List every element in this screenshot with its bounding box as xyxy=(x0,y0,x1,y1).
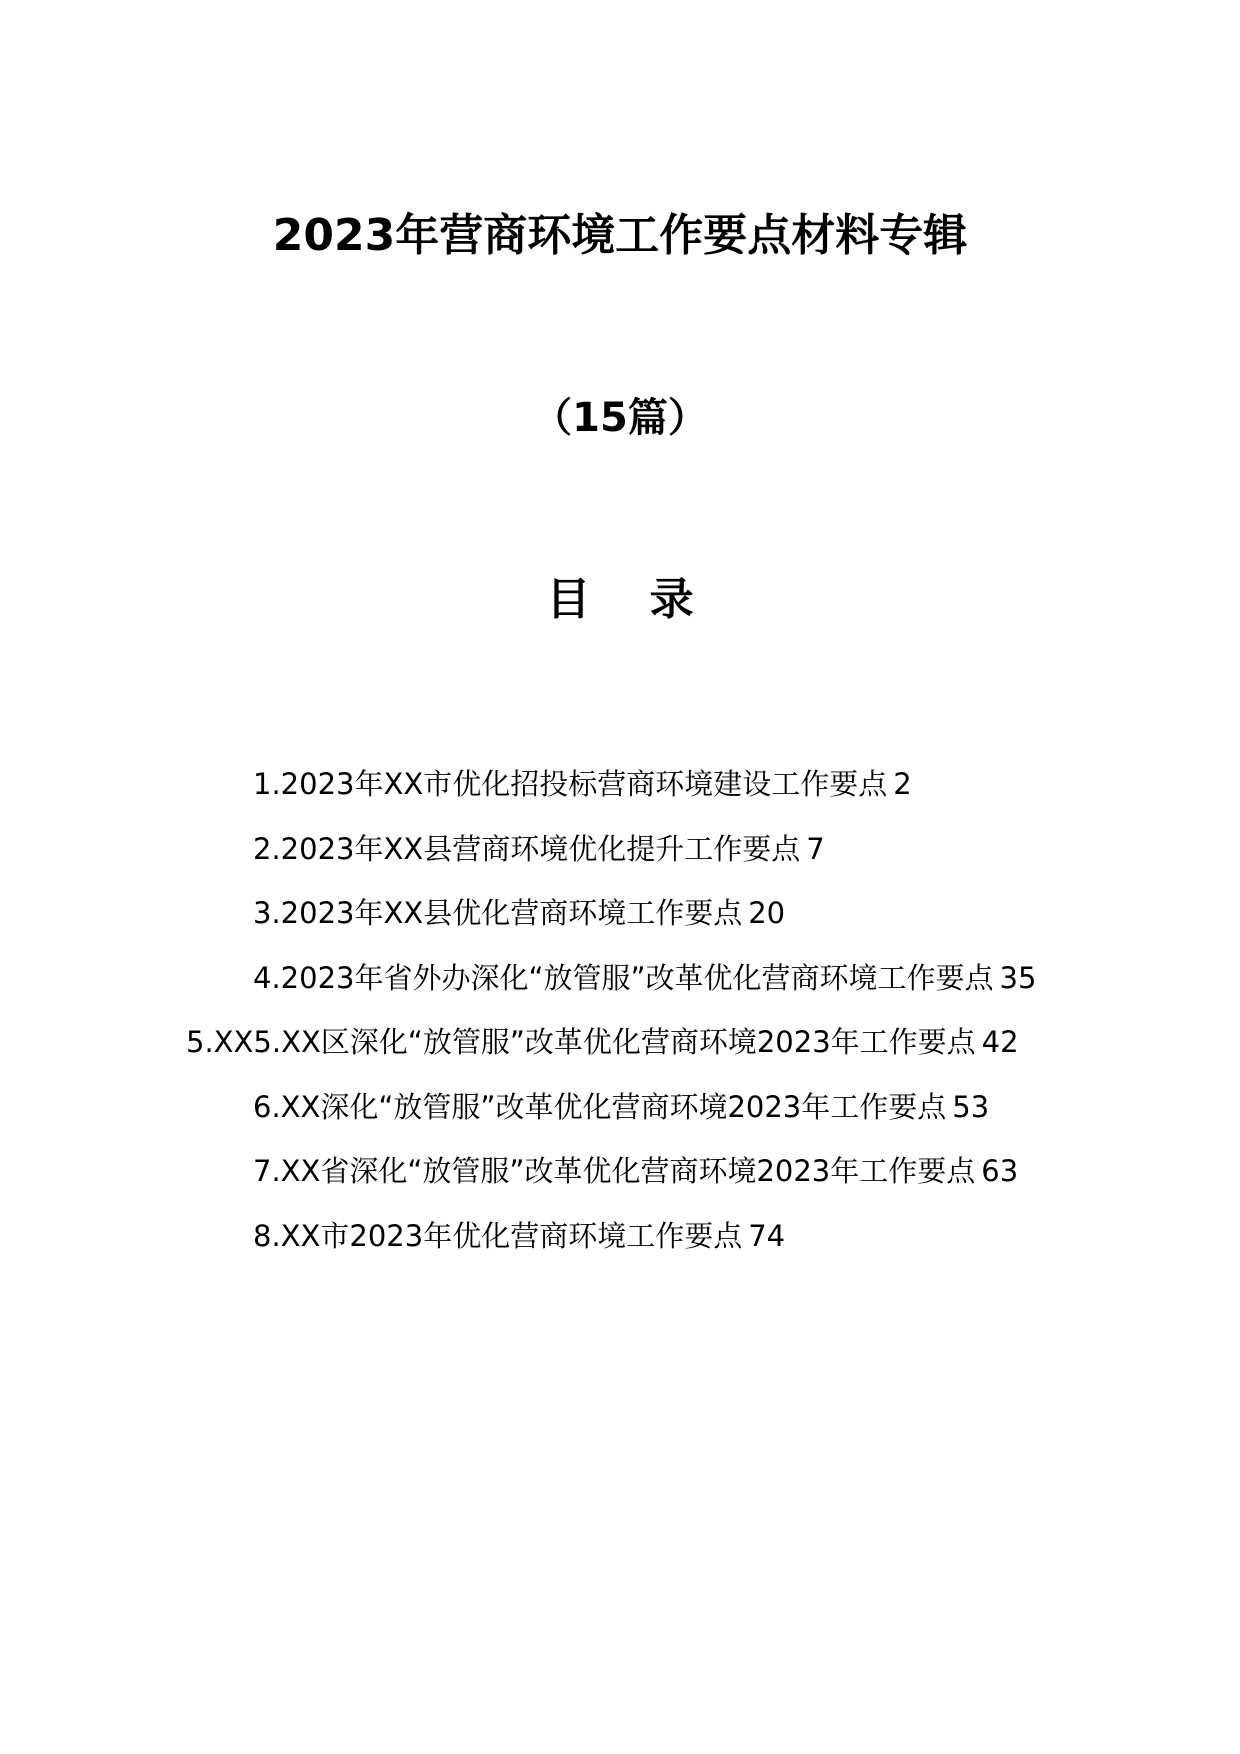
toc-entry-page: 53 xyxy=(952,1089,990,1124)
toc-entry-page: 35 xyxy=(999,960,1037,995)
toc-entry-4[interactable] xyxy=(186,946,1056,1011)
toc-entry-title: 3.2023年XX县优化营商环境工作要点 xyxy=(253,896,743,930)
toc-entry-title: 2.2023年XX县营商环境优化提升工作要点 xyxy=(253,831,801,866)
document-title: 2023年营商环境工作要点材料专辑 xyxy=(272,210,968,261)
toc-entry-2[interactable] xyxy=(186,817,1056,882)
toc-entry-title: 5.XX5.XX区深化“放管服”改革优化营商环境2023年工作要点 xyxy=(186,1025,976,1059)
toc-entry-7[interactable] xyxy=(186,1139,1056,1204)
toc-entry-page: 63 xyxy=(981,1154,1019,1188)
toc-entry-6[interactable] xyxy=(186,1075,1056,1140)
toc-entry-title: 8.XX市2023年优化营商环境工作要点 xyxy=(253,1218,743,1253)
toc-entry-title: 6.XX深化“放管服”改革优化营商环境2023年工作要点 xyxy=(253,1089,947,1124)
toc-entry-page: 42 xyxy=(981,1025,1019,1059)
toc-entry-page: 20 xyxy=(748,896,786,930)
toc-entry-page: 2 xyxy=(893,767,912,801)
toc-entry-1[interactable] xyxy=(186,752,1056,817)
toc-entry-title: 7.XX省深化“放管服”改革优化营商环境2023年工作要点 xyxy=(253,1154,976,1188)
toc-heading: 目 录 xyxy=(546,574,716,625)
document-subtitle: （15篇） xyxy=(532,395,708,441)
toc-entry-page: 7 xyxy=(806,831,825,866)
toc-entry-title: 1.2023年XX市优化招投标营商环境建设工作要点 xyxy=(253,767,888,801)
toc-entry-5[interactable] xyxy=(186,1010,1056,1075)
toc-entry-title: 4.2023年省外办深化“放管服”改革优化营商环境工作要点 xyxy=(253,960,994,995)
toc-entry-page: 74 xyxy=(748,1218,786,1253)
toc-entry-3[interactable] xyxy=(186,881,1056,946)
toc-entry-8[interactable] xyxy=(186,1204,1056,1269)
table-of-contents xyxy=(186,752,1056,1268)
